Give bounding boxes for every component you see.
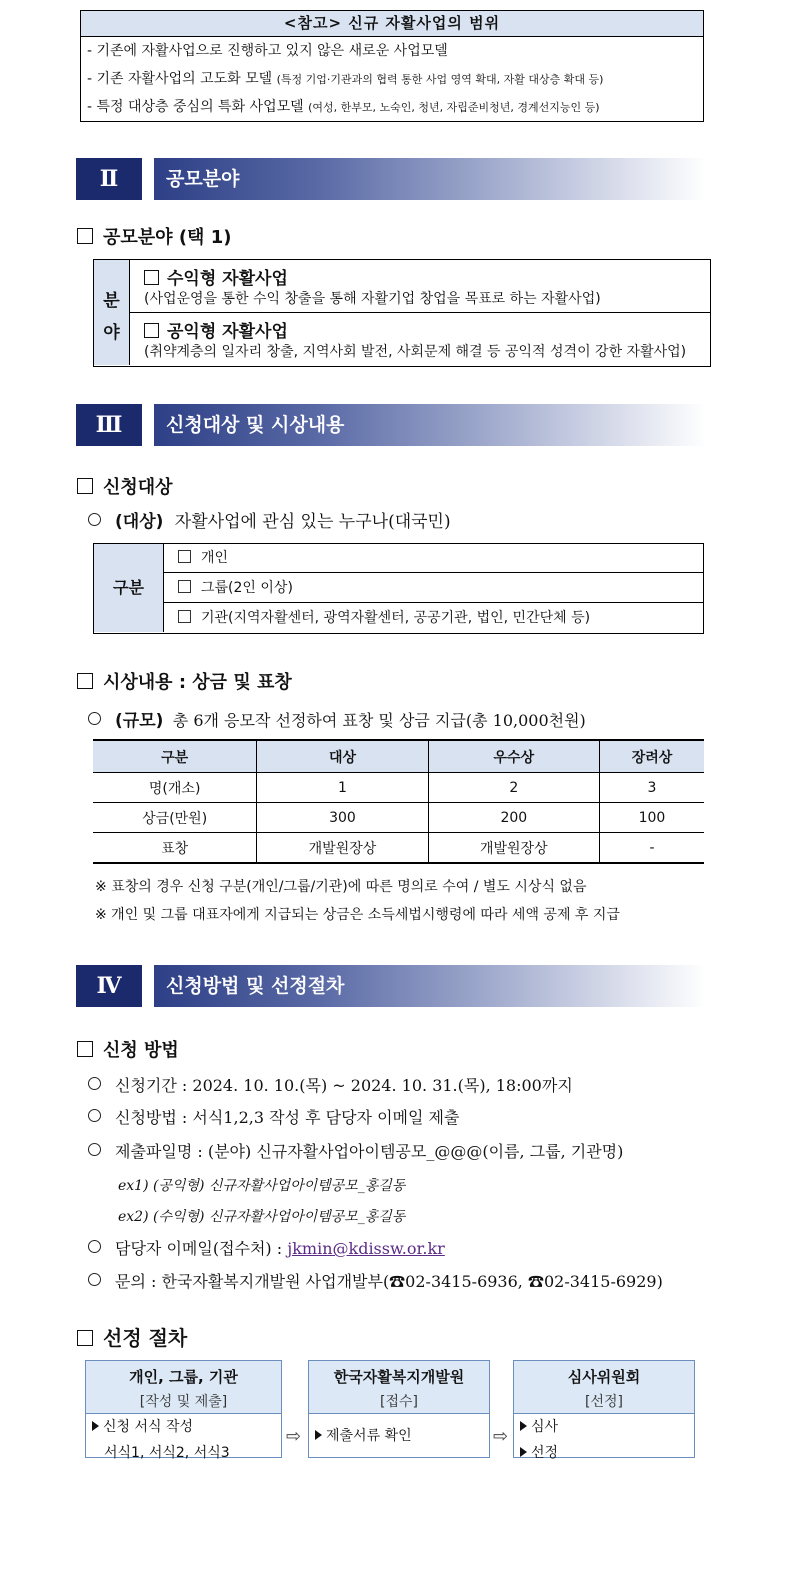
step-item: 서식1, 서식2, 서식3 bbox=[104, 1445, 230, 1461]
checkbox-icon bbox=[178, 610, 191, 623]
circle-bullet-icon bbox=[88, 1273, 101, 1286]
circle-bullet-icon bbox=[88, 1143, 101, 1156]
example: ex1) (공익형) 신규자활사업아이템공모_홍길동 bbox=[118, 1178, 406, 1194]
section-number: Ⅲ bbox=[76, 404, 142, 446]
contact-line: 문의 : 한국자활복지개발원 사업개발부(☎02-3415-6936, ☎02-3415-6929) bbox=[88, 1269, 663, 1292]
step-title: 심사위원회 bbox=[567, 1368, 641, 1386]
table-row: 표창 개발원장상 개발원장상 - bbox=[93, 833, 704, 864]
square-bullet-icon bbox=[77, 228, 93, 244]
target-label: 구분 bbox=[94, 544, 164, 632]
process-step bbox=[513, 1360, 695, 1461]
period-line: 신청기간 : 2024. 10. 10.(목) ~ 2024. 10. 31.(목), 18:00까지 bbox=[88, 1073, 573, 1096]
scale-line: (규모) 총 6개 응모작 선정하여 표창 및 상금 지급(총 10,000천원) bbox=[88, 706, 586, 731]
target-option: 개인 bbox=[164, 544, 703, 573]
section-number: Ⅳ bbox=[76, 965, 142, 1007]
target-table bbox=[93, 543, 704, 634]
step-item: 제출서류 확인 bbox=[309, 1414, 489, 1458]
subheading: 신청 방법 bbox=[77, 1036, 179, 1062]
step-item: 선정 bbox=[514, 1440, 694, 1466]
step-item: 신청 서식 작성 bbox=[86, 1414, 281, 1440]
square-bullet-icon bbox=[77, 1330, 93, 1346]
checkbox-icon bbox=[178, 580, 191, 593]
email-link[interactable]: jkmin@kdissw.or.kr bbox=[287, 1239, 445, 1258]
method-line: 신청방법 : 서식1,2,3 작성 후 담당자 이메일 제출 bbox=[88, 1105, 459, 1128]
section-header-2 bbox=[76, 158, 706, 200]
section-title: 신청대상 및 시상내용 bbox=[166, 414, 345, 436]
table-row: 상금(만원) 300 200 100 bbox=[93, 803, 704, 833]
section-title: 신청방법 및 선정절차 bbox=[166, 975, 345, 997]
circle-bullet-icon bbox=[88, 1077, 101, 1090]
subheading: 공모분야 (택 1) bbox=[77, 223, 231, 249]
table-row: 명(개소) 1 2 3 bbox=[93, 773, 704, 803]
arrow-right-icon: ⇨ bbox=[286, 1426, 302, 1447]
step-sub: [접수] bbox=[380, 1394, 418, 1410]
subheading: 선정 절차 bbox=[77, 1322, 187, 1351]
field-option: 수익형 자활사업 (사업운영을 통한 수익 창출을 통해 자활기업 창업을 목표로 하는 자활사업) bbox=[130, 260, 710, 313]
target-option: 그룹(2인 이상) bbox=[164, 574, 703, 603]
checkbox-icon bbox=[144, 323, 159, 338]
reference-title: <참고> 신규 자활사업의 범위 bbox=[81, 11, 703, 37]
field-label: 분 야 bbox=[94, 260, 130, 365]
triangle-bullet-icon bbox=[520, 1447, 527, 1457]
email-line: 담당자 이메일(접수처) : jkmin@kdissw.or.kr bbox=[88, 1236, 445, 1259]
step-item: 심사 bbox=[514, 1414, 694, 1440]
subheading: 시상내용 : 상금 및 표창 bbox=[77, 668, 292, 694]
square-bullet-icon bbox=[77, 1041, 93, 1057]
circle-bullet-icon bbox=[88, 1240, 101, 1253]
target-option: 기관(지역자활센터, 광역자활센터, 공공기관, 법인, 민간단체 등) bbox=[164, 604, 703, 633]
section-header-3 bbox=[76, 404, 706, 446]
example: ex2) (수익형) 신규자활사업아이템공모_홍길동 bbox=[118, 1209, 406, 1225]
arrow-right-icon: ⇨ bbox=[493, 1426, 509, 1447]
filename-line: 제출파일명 : (분야) 신규자활사업아이템공모_@@@(이름, 그룹, 기관명) bbox=[88, 1139, 623, 1162]
step-title: 한국자활복지개발원 bbox=[333, 1368, 465, 1386]
circle-bullet-icon bbox=[88, 513, 101, 526]
triangle-bullet-icon bbox=[520, 1421, 527, 1431]
square-bullet-icon bbox=[77, 478, 93, 494]
step-sub: [선정] bbox=[585, 1394, 623, 1410]
circle-bullet-icon bbox=[88, 1109, 101, 1122]
reference-line: - 기존 자활사업의 고도화 모델 (특정 기업·기관과의 협력 통한 사업 영역 확대, 자활 대상층 확대 등) bbox=[87, 71, 604, 87]
field-box bbox=[93, 259, 711, 367]
square-bullet-icon bbox=[77, 673, 93, 689]
subheading: 신청대상 bbox=[77, 473, 173, 499]
step-sub: [작성 및 제출] bbox=[139, 1394, 228, 1410]
table-header-row: 구분 대상 우수상 장려상 bbox=[93, 740, 704, 773]
note: ※ 표창의 경우 신청 구분(개인/그룹/기관)에 따른 명의로 수여 / 별도 시상식 없음 bbox=[95, 879, 587, 895]
circle-bullet-icon bbox=[88, 712, 101, 725]
triangle-bullet-icon bbox=[92, 1421, 99, 1431]
checkbox-icon bbox=[144, 270, 159, 285]
section-header-4 bbox=[76, 965, 706, 1007]
reference-line: - 특정 대상층 중심의 특화 사업모델 (여성, 한부모, 노숙인, 청년, 자립준비청년, 경계선지능인 등) bbox=[87, 99, 600, 115]
field-option: 공익형 자활사업 (취약계층의 일자리 창출, 지역사회 발전, 사회문제 해결 등 공익적 성격이 강한 자활사업) bbox=[144, 322, 687, 360]
target-line: (대상) 자활사업에 관심 있는 누구나(대국민) bbox=[88, 507, 451, 532]
note: ※ 개인 및 그룹 대표자에게 지급되는 상금은 소득세법시행령에 따라 세액 공제 후 지급 bbox=[95, 907, 620, 923]
section-number: Ⅱ bbox=[76, 158, 142, 200]
prize-table bbox=[93, 739, 704, 864]
reference-box bbox=[80, 10, 704, 122]
checkbox-icon bbox=[178, 550, 191, 563]
reference-line: - 기존에 자활사업으로 진행하고 있지 않은 새로운 사업모델 bbox=[87, 43, 448, 59]
section-title: 공모분야 bbox=[166, 168, 240, 190]
triangle-bullet-icon bbox=[315, 1430, 322, 1440]
process-step bbox=[308, 1360, 490, 1458]
process-step bbox=[85, 1360, 282, 1461]
step-title: 개인, 그룹, 기관 bbox=[129, 1368, 238, 1386]
